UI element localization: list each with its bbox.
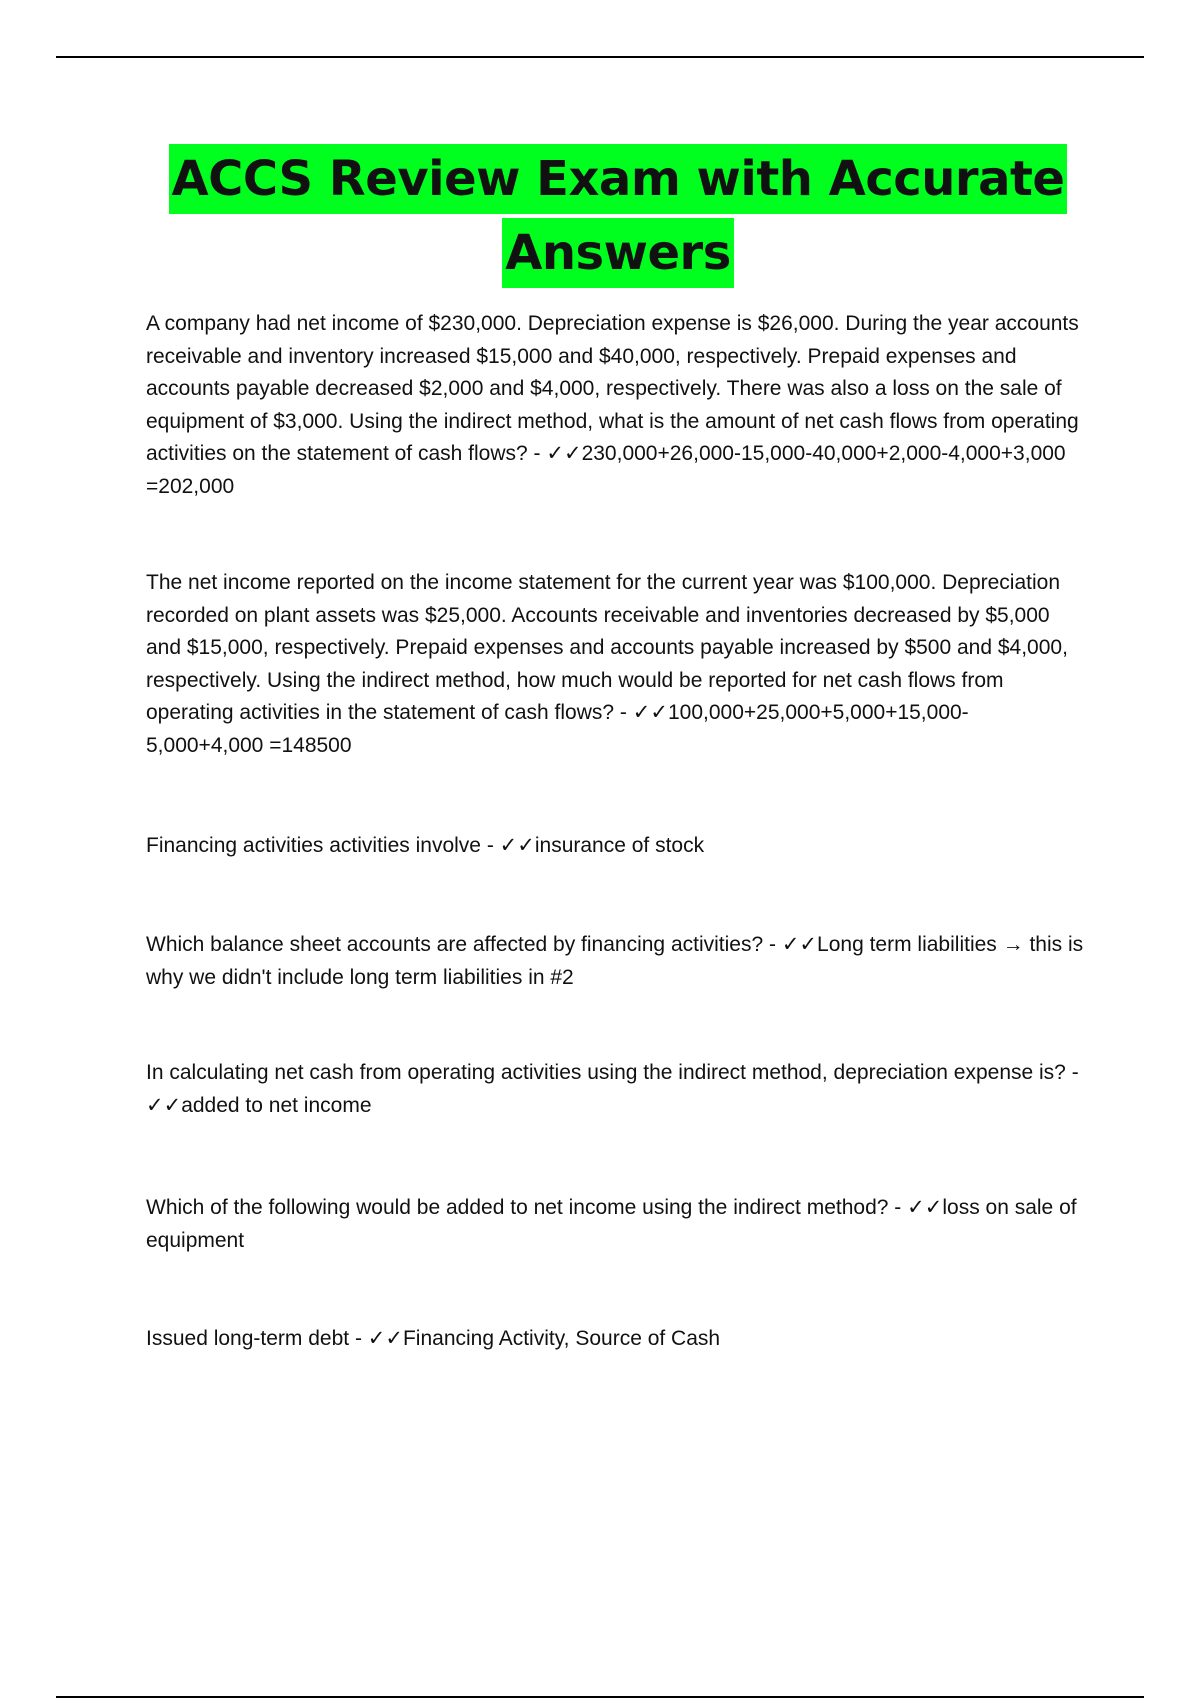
separator: - — [888, 1196, 908, 1219]
document-title — [0, 144, 1200, 292]
qa-item-1 — [146, 308, 1086, 503]
double-check-icon: ✓✓ — [907, 1196, 943, 1219]
separator: - — [527, 442, 547, 465]
bottom-divider — [56, 1696, 1144, 1698]
question-text: Financing activities activities involve — [146, 834, 481, 857]
question-text: The net income reported on the income statement for the current year was $100,000. Depreciation recorded on plant assets was $25,000. Accounts receivable and inventories decreased by $5,000 and $15,000, respectively. Prepaid expenses and accounts payable increased by $500 and $4,000, respectively. Using the indirect method, how much would be reported for net cash flows from operating activities in the statement of cash flows? — [146, 571, 1068, 724]
double-check-icon: ✓✓ — [146, 1093, 182, 1117]
answer-text: Long term liabilities → this is why we didn't include long term liabilities in #2 — [146, 933, 1084, 989]
title-line-2: Answers — [502, 218, 734, 288]
separator: - — [1065, 1061, 1079, 1084]
qa-item-3 — [146, 830, 1086, 863]
qa-item-5 — [146, 1057, 1086, 1122]
title-line-1: ACCS Review Exam with Accurate — [169, 144, 1068, 214]
answer-text: added to net income — [181, 1093, 372, 1117]
answer-text: Financing Activity, Source of Cash — [402, 1327, 721, 1350]
answer-text: 230,000+26,000-15,000-40,000+2,000-4,000+3,000 =202,000 — [146, 442, 1066, 498]
double-check-icon: ✓✓ — [499, 834, 535, 857]
qa-item-2 — [146, 567, 1086, 762]
separator: - — [763, 933, 782, 956]
answer-text: 100,000+25,000+5,000+15,000-5,000+4,000 =148500 — [146, 701, 969, 757]
double-check-icon: ✓✓ — [632, 701, 668, 724]
question-text: A company had net income of $230,000. Depreciation expense is $26,000. During the year accounts receivable and inventory increased $15,000 and $40,000, respectively. Prepaid expenses and accounts payable decreased $2,000 and $4,000, respectively. There was also a loss on the sale of equipment of $3,000. Using the indirect method, what is the amount of net cash flows from operating activities on the statement of cash flows? — [146, 312, 1079, 465]
question-text: In calculating net cash from operating activities using the indirect method, depreciation expense is? — [146, 1061, 1066, 1084]
double-check-icon: ✓✓ — [781, 933, 818, 956]
top-divider — [56, 56, 1144, 58]
question-text: Which balance sheet accounts are affected by financing activities? — [146, 933, 764, 956]
separator: - — [480, 834, 500, 857]
double-check-icon: ✓✓ — [367, 1327, 403, 1350]
question-text: Issued long-term debt — [146, 1327, 350, 1350]
answer-text: loss on sale of equipment — [146, 1196, 1077, 1252]
answer-text: insurance of stock — [534, 834, 705, 857]
question-text: Which of the following would be added to net income using the indirect method? — [146, 1196, 889, 1219]
qa-item-7 — [146, 1323, 1086, 1356]
qa-item-6 — [146, 1192, 1086, 1257]
separator: - — [349, 1327, 368, 1350]
qa-item-4 — [146, 929, 1086, 994]
separator: - — [614, 701, 633, 724]
double-check-icon: ✓✓ — [546, 442, 582, 465]
